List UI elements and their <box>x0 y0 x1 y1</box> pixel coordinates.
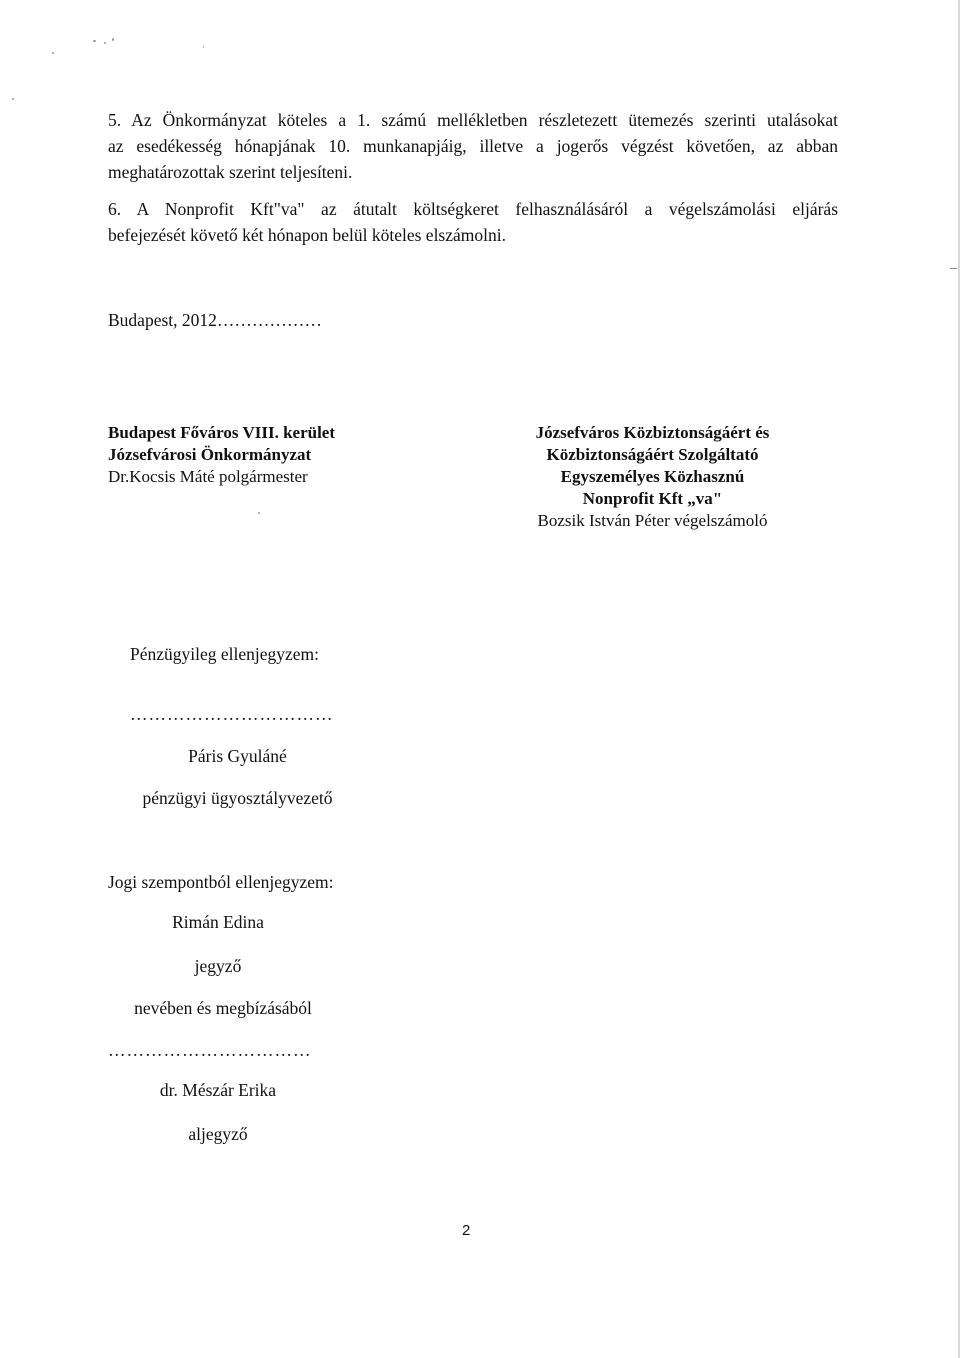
paragraph-5-line-3: meghatározottak szerint teljesíteni. <box>108 162 353 182</box>
legal-signer-name: Rimán Edina <box>172 912 264 932</box>
legal-signer-title: jegyző <box>194 956 242 976</box>
signatory-left-line-1: Budapest Főváros VIII. kerület <box>108 423 336 442</box>
scan-edge-mark <box>950 268 957 269</box>
scan-speck <box>203 46 204 48</box>
signatory-right-line-2: Közbiztonságáért Szolgáltató <box>546 445 759 464</box>
signatory-right-line-1: Józsefváros Közbiztonságáért és <box>535 423 770 442</box>
financial-signer-name: Páris Gyuláné <box>188 746 287 766</box>
signatory-right-line-4: Nonprofit Kft „va" <box>582 489 723 508</box>
financial-signer-title: pénzügyi ügyosztályvezető <box>142 788 333 808</box>
date-line: Budapest, 2012……………… <box>108 310 322 330</box>
scan-speck <box>52 52 54 54</box>
signatory-right-line-3: Egyszemélyes Közhasznú <box>560 467 745 486</box>
signatory-left <box>108 422 335 488</box>
deputy-signer-name: dr. Mészár Erika <box>159 1080 277 1100</box>
paragraph-6-line-2: befejezését követő két hónapon belül köteles elszámolni. <box>108 225 506 245</box>
paragraph-6 <box>108 196 838 248</box>
scan-speck <box>104 42 106 44</box>
legal-signature-dots: …………………………… <box>108 1040 312 1060</box>
paragraph-5 <box>108 107 838 185</box>
signatory-left-line-3: Dr.Kocsis Máté polgármester <box>108 467 308 486</box>
signatory-right <box>480 422 825 532</box>
scan-speck <box>93 40 96 42</box>
on-behalf-line: nevében és megbízásából <box>134 998 312 1018</box>
scan-speck <box>112 38 114 41</box>
signatory-left-line-2: Józsefvárosi Önkormányzat <box>108 445 312 464</box>
paragraph-6-line-1: 6. A Nonprofit Kft"va" az átutalt költségkeret felhasználásáról a végelszámolási eljárás <box>108 199 838 219</box>
deputy-signer-title: aljegyző <box>188 1124 248 1144</box>
legal-countersign-label: Jogi szempontból ellenjegyzem: <box>108 872 334 892</box>
financial-countersign-label: Pénzügyileg ellenjegyzem: <box>130 644 320 664</box>
paragraph-5-line-2: az esedékesség hónapjának 10. munkanapjáig, illetve a jogerős végzést követően, az abban <box>108 136 838 156</box>
scan-speck <box>258 512 260 514</box>
signatory-right-line-5: Bozsik István Péter végelszámoló <box>537 511 768 530</box>
scan-speck <box>12 98 14 100</box>
page-number: 2 <box>462 1222 471 1239</box>
financial-signature-dots: …………………………… <box>130 704 334 724</box>
paragraph-5-line-1: 5. Az Önkormányzat köteles a 1. számú mellékletben részletezett ütemezés szerinti utalásokat <box>108 110 838 130</box>
